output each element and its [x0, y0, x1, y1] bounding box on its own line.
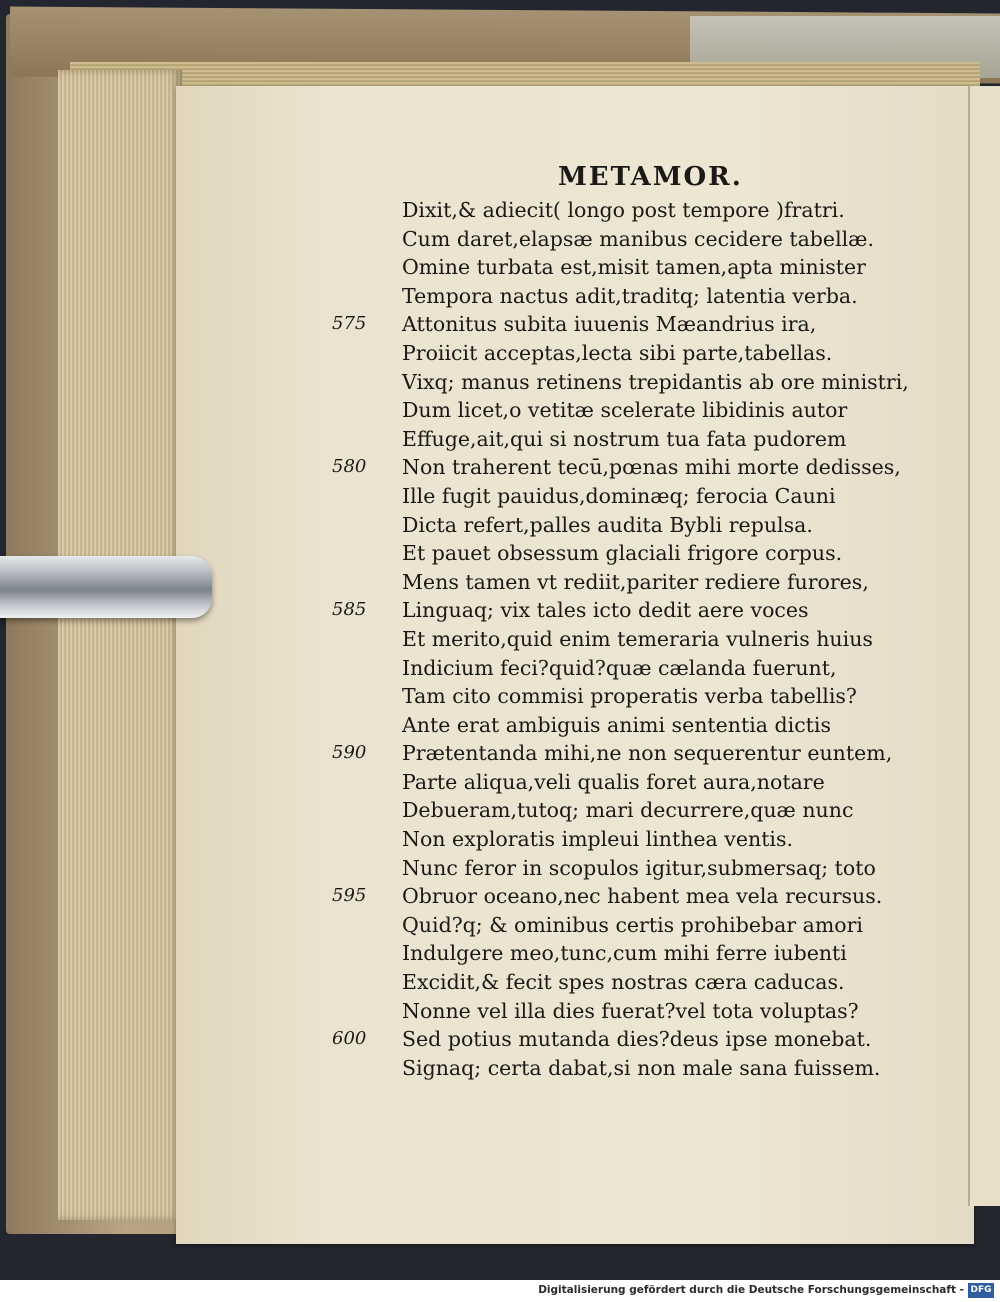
line-number: 595	[332, 885, 367, 907]
verse-line	[332, 1025, 872, 1054]
verse-line	[402, 568, 872, 597]
verse-text: Nunc feror in scopulos igitur,submersaq; toto	[402, 855, 876, 880]
verse-line	[402, 997, 872, 1026]
verse-text: Tempora nactus adit,traditq; latentia verba.	[402, 283, 858, 308]
verse-text: Effuge,ait,qui si nostrum tua fata pudorem	[402, 426, 847, 451]
verse-line	[402, 625, 872, 654]
verse-line	[332, 453, 901, 482]
verse-text: Indicium feci?quid?quæ cælanda fuerunt,	[402, 655, 837, 680]
verse-text: Nonne vel illa dies fuerat?vel tota voluptas?	[402, 998, 859, 1023]
verse-line	[402, 654, 872, 683]
page-holder-rod	[0, 556, 212, 618]
line-number: 585	[332, 599, 367, 621]
verse-line	[332, 739, 893, 768]
verse-line	[402, 511, 872, 540]
verse-line	[402, 396, 872, 425]
verse-line	[402, 825, 872, 854]
line-number: 600	[332, 1028, 367, 1050]
dfg-logo: DFG	[968, 1283, 994, 1298]
verse-line	[402, 768, 872, 797]
verse-text: Dum licet,o vetitæ scelerate libidinis autor	[402, 398, 848, 423]
verse-text: Obruor oceano,nec habent mea vela recursus.	[402, 884, 883, 909]
verse-text: Prætentanda mihi,ne non sequerentur euntem,	[402, 741, 893, 766]
verse-text: Et merito,quid enim temeraria vulneris huius	[402, 626, 873, 651]
verse-text: Quid?q; & ominibus certis prohibebar amori	[402, 912, 863, 937]
verse-line	[402, 682, 872, 711]
verse-text: Indulgere meo,tunc,cum mihi ferre iubenti	[402, 941, 847, 966]
verse-text: Cum daret,elapsæ manibus cecidere tabellæ.	[402, 226, 874, 251]
line-number: 575	[332, 313, 367, 335]
page-edges-left	[58, 70, 182, 1220]
verse-text: Et pauet obsessum glaciali frigore corpus.	[402, 541, 843, 566]
verse-line	[402, 339, 872, 368]
verse-line	[402, 911, 872, 940]
verse-line	[332, 310, 872, 339]
verse-line	[332, 596, 872, 625]
verse-block	[332, 196, 909, 1082]
verse-line	[402, 539, 872, 568]
verse-text: Vixq; manus retinens trepidantis ab ore ministri,	[402, 369, 909, 394]
verse-line	[402, 368, 909, 397]
verse-line	[402, 425, 872, 454]
verse-line	[402, 225, 872, 254]
verse-text: Proiicit acceptas,lecta sibi parte,tabellas.	[402, 340, 833, 365]
verse-line	[402, 854, 876, 883]
verse-text: Ante erat ambiguis animi sententia dictis	[402, 712, 831, 737]
verse-text: Excidit,& fecit spes nostras cæra caducas.	[402, 970, 845, 995]
verse-text: Parte aliqua,veli qualis foret aura,notare	[402, 769, 825, 794]
verse-text: Ille fugit pauidus,dominæq; ferocia Cauni	[402, 483, 836, 508]
verse-text: Linguaq; vix tales icto dedit aere voces	[402, 598, 809, 623]
verse-text: Non exploratis impleui linthea ventis.	[402, 827, 794, 852]
verse-text: Omine turbata est,misit tamen,apta minister	[402, 255, 866, 280]
verse-line	[332, 882, 883, 911]
line-number: 590	[332, 742, 367, 764]
verse-line	[402, 968, 872, 997]
verse-text: Tam cito commisi properatis verba tabellis?	[402, 684, 857, 709]
verse-text: Dicta refert,palles audita Bybli repulsa.	[402, 512, 813, 537]
verse-text: Debueram,tutoq; mari decurrere,quæ nunc	[402, 798, 854, 823]
verse-line	[402, 939, 872, 968]
verse-text: Signaq; certa dabat,si non male sana fuissem.	[402, 1055, 881, 1080]
verse-line	[402, 711, 872, 740]
verse-text: Mens tamen vt rediit,pariter rediere furores,	[402, 569, 869, 594]
verse-text: Sed potius mutanda dies?deus ipse monebat.	[402, 1027, 872, 1052]
verse-line	[402, 482, 872, 511]
verse-line	[402, 196, 872, 225]
verse-line	[402, 253, 872, 282]
verse-text: Dixit,& adiecit( longo post tempore )fratri.	[402, 198, 845, 222]
verse-text: Attonitus subita iuuenis Mæandrius ira,	[402, 312, 817, 337]
page-header: METAMOR.	[558, 162, 743, 192]
verse-text: Non traherent tecū,pœnas mihi morte dedisses,	[402, 455, 901, 480]
verse-line	[402, 282, 872, 311]
verse-line	[402, 796, 872, 825]
facing-page-edge	[968, 86, 1000, 1206]
verse-line	[402, 1054, 881, 1083]
funding-credit: Digitalisierung gefördert durch die Deutsche Forschungsgemeinschaft -	[538, 1284, 964, 1296]
line-number: 580	[332, 456, 367, 478]
footer-bar	[0, 1280, 1000, 1302]
